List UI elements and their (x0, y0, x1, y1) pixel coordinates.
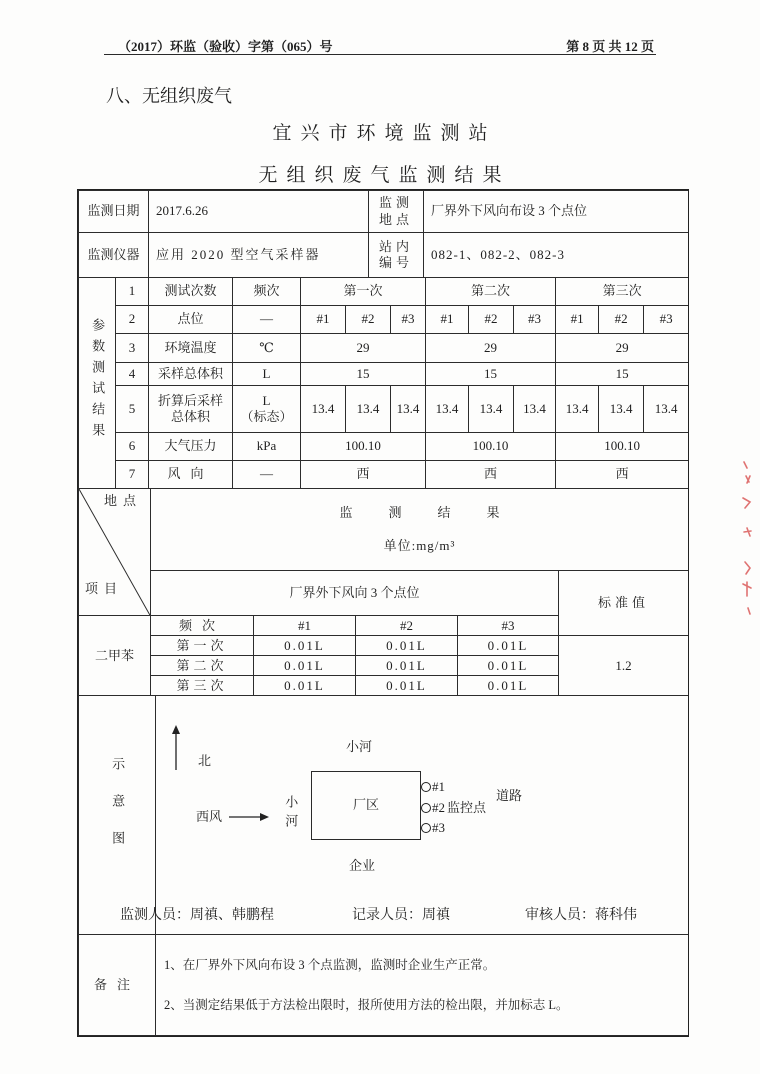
param-name: 环境温度 (149, 334, 233, 363)
param-no: 3 (116, 334, 149, 363)
std-volume-value: 13.4 (301, 386, 346, 433)
report-title: 无组织废气监测结果 (258, 165, 511, 186)
site-diagram-canvas (156, 713, 689, 918)
pressure-value: 100.10 (426, 433, 556, 461)
point-header: #1 (254, 616, 356, 636)
recorder-signature: 记录人员：周禛 (352, 908, 450, 923)
organization-title: 宜兴市环境监测站 (272, 123, 497, 144)
result-value: 0.01L (458, 656, 559, 676)
param-unit: — (233, 461, 301, 489)
point-cell: #1 (426, 306, 469, 334)
diagonal-header-cell (79, 489, 151, 616)
plant-label: 厂区 (352, 796, 379, 812)
remarks-content (156, 934, 689, 1035)
param-name: 点位 (149, 306, 233, 334)
info-table (78, 190, 689, 278)
diagram-row (79, 696, 689, 935)
std-volume-value: 13.4 (514, 386, 556, 433)
point-header: #3 (458, 616, 559, 636)
wind-direction-value: 西 (426, 461, 556, 489)
param-name: 采样总体积 (149, 363, 233, 386)
std-volume-value: 13.4 (426, 386, 469, 433)
page-info: 第 8 页 共 12 页 (566, 39, 654, 54)
params-table (78, 277, 689, 489)
item-corner-label: 项目 (85, 581, 124, 596)
road-label: 道路 (496, 787, 523, 803)
std-volume-value: 13.4 (469, 386, 514, 433)
temperature-value: 29 (556, 334, 689, 363)
param-name: 测试次数 (149, 278, 233, 306)
wind-arrow-icon (229, 811, 269, 823)
monitor-point-2 (421, 800, 486, 816)
monitor-signature: 监测人员：周禛、韩鹏程 (120, 908, 274, 923)
param-no: 1 (116, 278, 149, 306)
station-no-label: 站内 编号 (369, 233, 424, 278)
round-label: 第二次 (151, 656, 254, 676)
plant-area-box (311, 771, 421, 840)
wind-direction-value: 西 (556, 461, 689, 489)
param-row-6 (79, 433, 689, 461)
temperature-value: 29 (301, 334, 426, 363)
section-title: 八、无组织废气 (106, 86, 232, 106)
param-unit: kPa (233, 433, 301, 461)
point-cell: #3 (514, 306, 556, 334)
seal-stamp-edge (738, 458, 756, 618)
results-table (78, 488, 689, 696)
param-row-1 (79, 278, 689, 306)
sample-volume-value: 15 (301, 363, 426, 386)
river-top-label: 小河 (346, 738, 373, 754)
point-cell: #3 (391, 306, 426, 334)
param-name: 折算后采样 总体积 (149, 386, 233, 433)
point-cell: #2 (346, 306, 391, 334)
monitor-point-3 (421, 820, 445, 836)
monitor-point-label: #2 (432, 799, 445, 815)
param-no: 6 (116, 433, 149, 461)
result-value: 0.01L (254, 636, 356, 656)
std-volume-value: 13.4 (599, 386, 644, 433)
result-value: 0.01L (458, 676, 559, 696)
wind-direction-value: 西 (301, 461, 426, 489)
result-value: 0.01L (356, 656, 458, 676)
info-row-instrument (79, 233, 689, 278)
sample-volume-value: 15 (556, 363, 689, 386)
result-value: 0.01L (356, 636, 458, 656)
wind-label: 西风 (196, 808, 223, 824)
remarks-row (79, 934, 689, 1035)
date-label: 监测日期 (79, 191, 149, 233)
round-3-header: 第三次 (556, 278, 689, 306)
param-unit: ℃ (233, 334, 301, 363)
param-row-5 (79, 386, 689, 433)
north-arrow-icon (170, 725, 182, 771)
result-value: 0.01L (254, 676, 356, 696)
param-no: 4 (116, 363, 149, 386)
param-unit: L (233, 363, 301, 386)
circle-marker-icon (421, 782, 431, 792)
point-cell: #2 (599, 306, 644, 334)
result-value: 0.01L (458, 636, 559, 656)
param-row-7 (79, 461, 689, 489)
std-volume-value: 13.4 (644, 386, 689, 433)
param-name: 风向 (149, 461, 233, 489)
param-no: 2 (116, 306, 149, 334)
header-divider (104, 54, 656, 55)
param-unit: L （标态） (233, 386, 301, 433)
pollutant-name: 二甲苯 (79, 616, 151, 696)
remark-line: 1、在厂界外下风向布设 3 个点监测，监测时企业生产正常。 (164, 957, 496, 972)
info-row-date (79, 191, 689, 233)
point-cell: #3 (644, 306, 689, 334)
pressure-value: 100.10 (301, 433, 426, 461)
north-label: 北 (198, 752, 212, 768)
location-corner-label: 地点 (103, 493, 142, 508)
frequency-header: 频次 (151, 616, 254, 636)
param-unit: 频次 (233, 278, 301, 306)
results-title-cell (151, 489, 689, 571)
reviewer-signature: 审核人员：蒋科伟 (525, 908, 637, 923)
monitor-point-1 (421, 779, 445, 795)
standard-value: 1.2 (559, 636, 689, 696)
station-no-value: 082-1、082-2、082-3 (424, 233, 689, 278)
param-row-4 (79, 363, 689, 386)
round-1-header: 第一次 (301, 278, 426, 306)
point-cell: #2 (469, 306, 514, 334)
temperature-value: 29 (426, 334, 556, 363)
monitor-point-label: #1 (432, 778, 445, 794)
param-row-3 (79, 334, 689, 363)
river-left-label: 小河 (283, 794, 299, 833)
location-header: 厂界外下风向 3 个点位 (151, 571, 559, 616)
document-number: （2017）环监（验收）字第（065）号 (118, 39, 333, 54)
location-value: 厂界外下风向布设 3 个点位 (424, 191, 689, 233)
param-no: 5 (116, 386, 149, 433)
param-unit: — (233, 306, 301, 334)
site-diagram (156, 696, 689, 935)
point-cell: #1 (301, 306, 346, 334)
pressure-value: 100.10 (556, 433, 689, 461)
result-row (79, 636, 689, 656)
instrument-label: 监测仪器 (79, 233, 149, 278)
round-2-header: 第二次 (426, 278, 556, 306)
param-no: 7 (116, 461, 149, 489)
location-label: 监测 地点 (369, 191, 424, 233)
round-label: 第一次 (151, 636, 254, 656)
circle-marker-icon (421, 823, 431, 833)
results-title: 监测结果 (339, 505, 536, 521)
result-value: 0.01L (254, 656, 356, 676)
point-cell: #1 (556, 306, 599, 334)
params-section-label: 参数测试结果 (79, 278, 116, 489)
param-row-2 (79, 306, 689, 334)
enterprise-label: 企业 (349, 857, 376, 873)
point-header: #2 (356, 616, 458, 636)
sample-volume-value: 15 (426, 363, 556, 386)
results-location-row (79, 571, 689, 616)
date-value: 2017.6.26 (149, 191, 369, 233)
remarks-label: 备注 (79, 934, 156, 1035)
circle-marker-icon (421, 803, 431, 813)
std-volume-value: 13.4 (556, 386, 599, 433)
remark-line: 2、当测定结果低于方法检出限时，报所使用方法的检出限，并加标志 L。 (164, 997, 569, 1012)
standard-header: 标准值 (559, 571, 689, 636)
instrument-value: 应用 2020 型空气采样器 (149, 233, 369, 278)
diagram-label: 示意图 (79, 696, 156, 935)
std-volume-value: 13.4 (391, 386, 426, 433)
results-header-row (79, 489, 689, 571)
std-volume-value: 13.4 (346, 386, 391, 433)
diagram-remarks-table (78, 695, 689, 1036)
param-name: 大气压力 (149, 433, 233, 461)
monitor-label: 监控点 (447, 799, 487, 815)
results-unit: 单位:mg/m³ (383, 537, 456, 553)
round-label: 第三次 (151, 676, 254, 696)
result-value: 0.01L (356, 676, 458, 696)
monitor-point-label: #3 (432, 819, 445, 835)
